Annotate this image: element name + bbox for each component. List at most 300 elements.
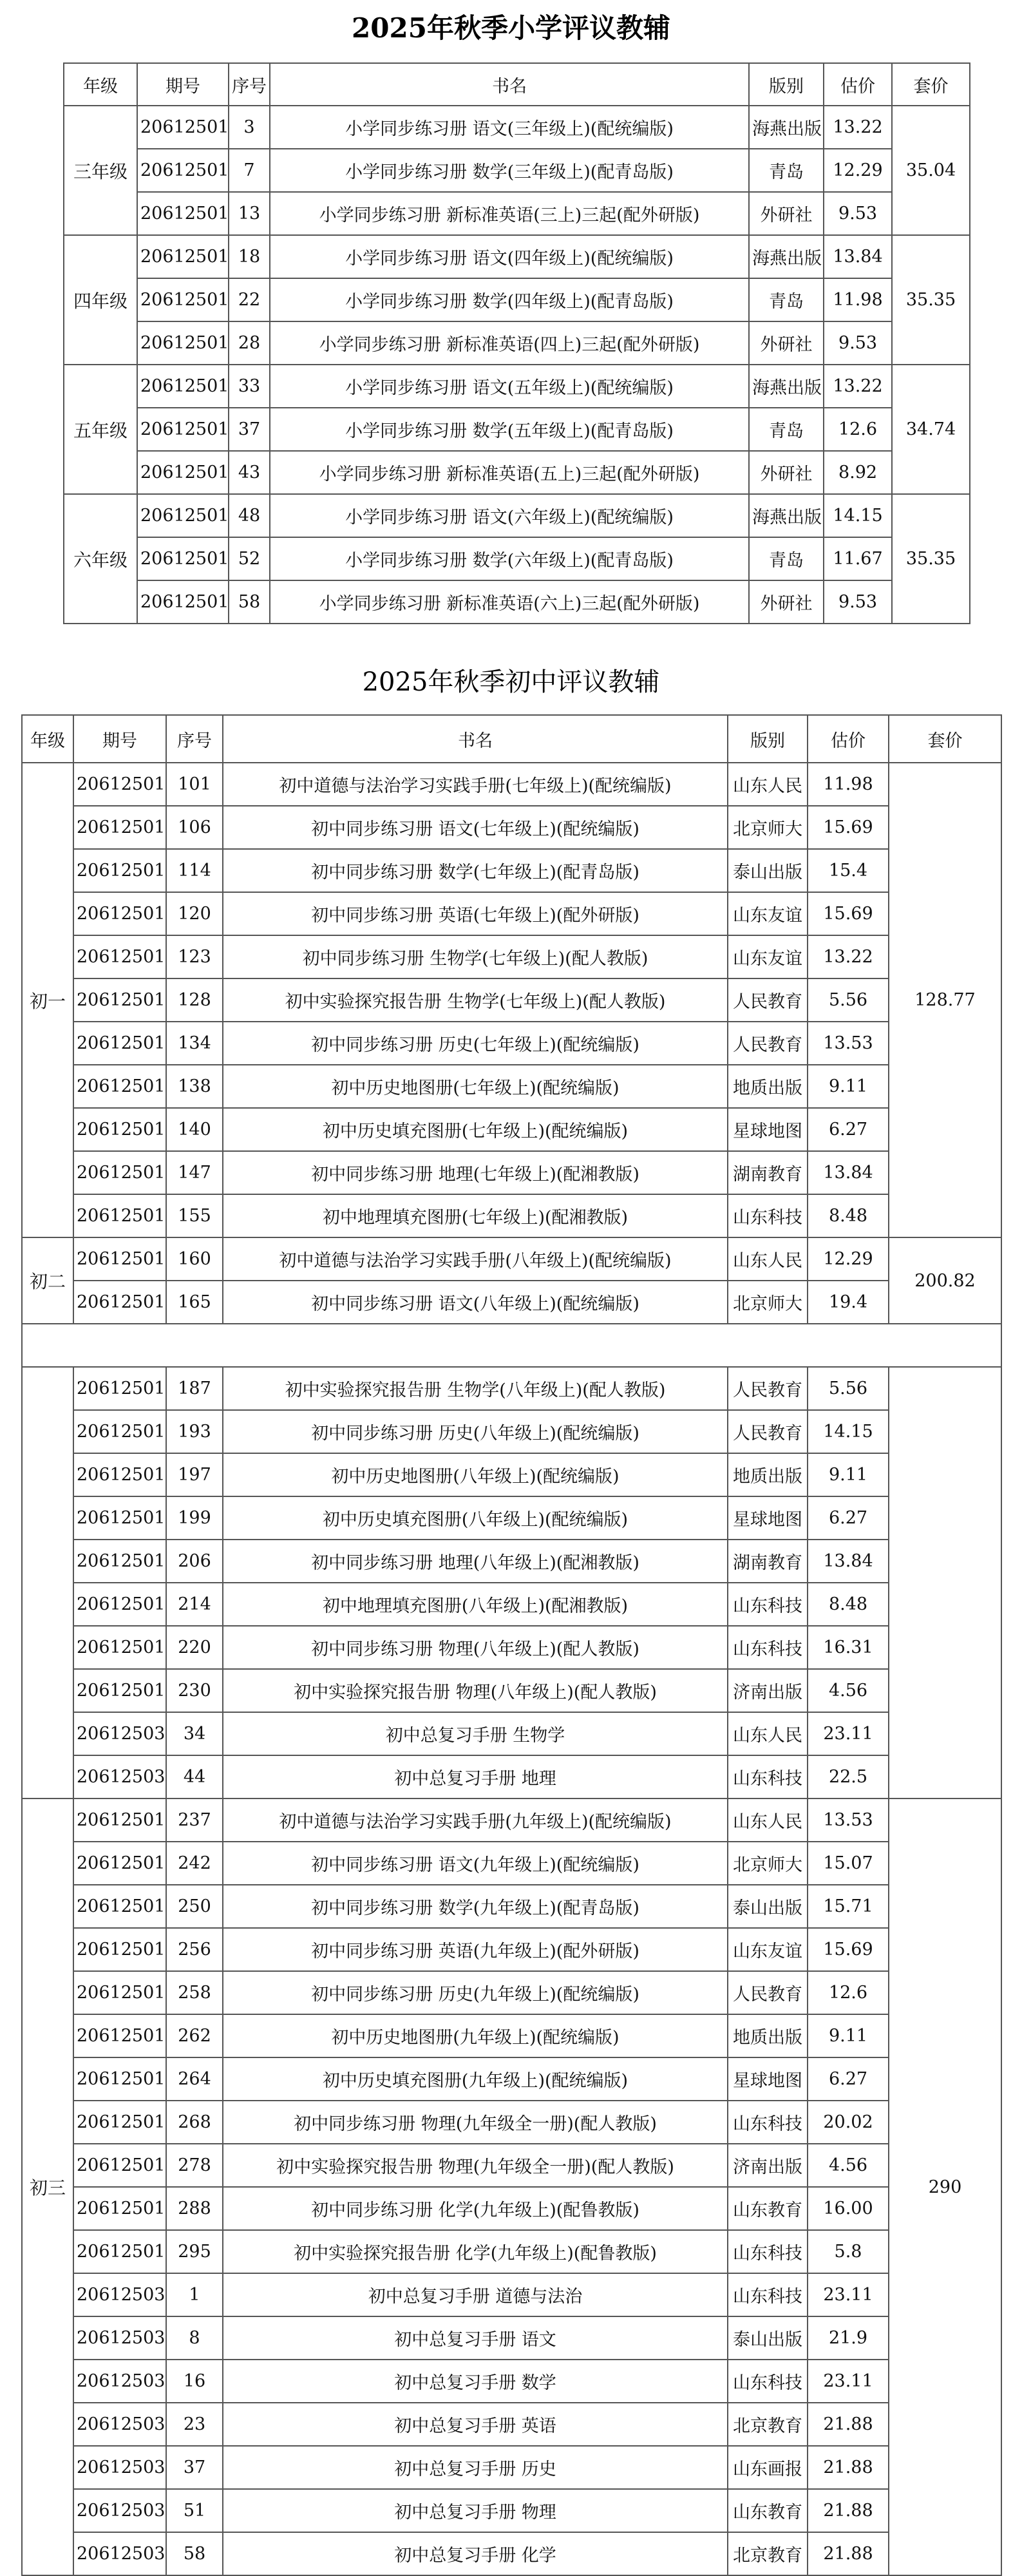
publisher-cell: 北京教育 (728, 2532, 808, 2575)
price-cell: 21.88 (808, 2489, 889, 2532)
book-title-cell: 初中总复习手册 道德与法治 (223, 2273, 728, 2316)
issue-number-cell: 20612501 (73, 1065, 166, 1108)
column-header: 版别 (728, 715, 808, 763)
book-title-cell: 初中实验探究报告册 物理(九年级全一册)(配人教版) (223, 2144, 728, 2187)
issue-number-cell: 20612503 (73, 2532, 166, 2575)
book-title-cell: 初中同步练习册 化学(九年级上)(配鲁教版) (223, 2187, 728, 2230)
book-title-cell: 初中同步练习册 物理(八年级上)(配人教版) (223, 1626, 728, 1669)
price-cell: 12.29 (824, 149, 892, 192)
price-cell: 13.84 (808, 1540, 889, 1583)
issue-number-cell: 20612501 (73, 978, 166, 1022)
book-title-cell: 小学同步练习册 数学(五年级上)(配青岛版) (270, 408, 749, 451)
book-title-cell: 初中道德与法治学习实践手册(七年级上)(配统编版) (223, 763, 728, 806)
issue-number-cell: 20612501 (73, 1237, 166, 1281)
set-price-cell: 34.74 (892, 365, 970, 494)
price-cell: 11.67 (824, 537, 892, 580)
price-cell: 15.69 (808, 806, 889, 849)
book-title-cell: 初中总复习手册 语文 (223, 2316, 728, 2360)
issue-number-cell: 20612503 (73, 2316, 166, 2360)
table-row (64, 106, 970, 149)
book-title-cell: 初中总复习手册 物理 (223, 2489, 728, 2532)
publisher-cell: 济南出版 (728, 2144, 808, 2187)
serial-number-cell: 237 (166, 1798, 223, 1842)
serial-number-cell: 230 (166, 1669, 223, 1712)
serial-number-cell: 58 (166, 2532, 223, 2575)
price-cell: 12.6 (824, 408, 892, 451)
price-cell: 8.48 (808, 1583, 889, 1626)
serial-number-cell: 165 (166, 1281, 223, 1324)
table-row (22, 2273, 1001, 2316)
table-row (22, 1971, 1001, 2014)
issue-number-cell: 20612501 (73, 806, 166, 849)
table-row (22, 1237, 1001, 1281)
issue-number-cell: 20612501 (73, 1410, 166, 1453)
table-row (22, 978, 1001, 1022)
table-row (22, 1885, 1001, 1928)
serial-number-cell: 258 (166, 1971, 223, 2014)
table-gap-row (22, 1324, 1001, 1367)
table-row (22, 1281, 1001, 1324)
book-title-cell: 小学同步练习册 新标准英语(五上)三起(配外研版) (270, 451, 749, 494)
book-title-cell: 初中同步练习册 生物学(七年级上)(配人教版) (223, 935, 728, 978)
price-cell: 9.53 (824, 192, 892, 235)
book-title-cell: 初中实验探究报告册 物理(八年级上)(配人教版) (223, 1669, 728, 1712)
issue-number-cell: 20612501 (73, 1367, 166, 1410)
price-cell: 23.11 (808, 2360, 889, 2403)
set-price-cell: 35.04 (892, 106, 970, 235)
publisher-cell: 山东科技 (728, 2101, 808, 2144)
serial-number-cell: 101 (166, 763, 223, 806)
serial-number-cell: 138 (166, 1065, 223, 1108)
price-cell: 9.11 (808, 1453, 889, 1496)
serial-number-cell: 206 (166, 1540, 223, 1583)
table-row (64, 149, 970, 192)
price-cell: 13.22 (824, 106, 892, 149)
serial-number-cell: 13 (229, 192, 270, 235)
publisher-cell: 青岛 (749, 537, 824, 580)
book-title-cell: 初中总复习手册 英语 (223, 2403, 728, 2446)
price-cell: 21.88 (808, 2403, 889, 2446)
price-cell: 5.56 (808, 1367, 889, 1410)
table-row (22, 2101, 1001, 2144)
column-header: 估价 (808, 715, 889, 763)
issue-number-cell: 20612501 (73, 1022, 166, 1065)
issue-number-cell: 20612501 (73, 1194, 166, 1237)
publisher-cell: 海燕出版 (749, 365, 824, 408)
publisher-cell: 人民教育 (728, 1971, 808, 2014)
serial-number-cell: 193 (166, 1410, 223, 1453)
publisher-cell: 山东人民 (728, 1237, 808, 1281)
grade-cell: 四年级 (64, 235, 137, 365)
publisher-cell: 山东友谊 (728, 935, 808, 978)
grade-cell: 六年级 (64, 494, 137, 624)
table-row (64, 408, 970, 451)
table-row (22, 1367, 1001, 1410)
table-row (22, 2014, 1001, 2057)
issue-number-cell: 20612501 (73, 849, 166, 892)
table-row (22, 2489, 1001, 2532)
issue-number-cell: 20612503 (73, 1712, 166, 1755)
price-cell: 14.15 (824, 494, 892, 537)
issue-number-cell: 20612501 (73, 2101, 166, 2144)
table-row (22, 2316, 1001, 2360)
book-title-cell: 小学同步练习册 数学(六年级上)(配青岛版) (270, 537, 749, 580)
table-row (22, 2230, 1001, 2273)
table-row (64, 321, 970, 365)
table-row (22, 1540, 1001, 1583)
table-row (22, 2057, 1001, 2101)
serial-number-cell: 288 (166, 2187, 223, 2230)
price-cell: 12.29 (808, 1237, 889, 1281)
price-cell: 8.92 (824, 451, 892, 494)
serial-number-cell: 197 (166, 1453, 223, 1496)
book-title-cell: 小学同步练习册 语文(五年级上)(配统编版) (270, 365, 749, 408)
price-cell: 20.02 (808, 2101, 889, 2144)
serial-number-cell: 128 (166, 978, 223, 1022)
price-cell: 13.22 (808, 935, 889, 978)
price-cell: 5.56 (808, 978, 889, 1022)
publisher-cell: 海燕出版 (749, 106, 824, 149)
book-title-cell: 初中总复习手册 化学 (223, 2532, 728, 2575)
table-row (22, 1151, 1001, 1194)
table-row (64, 580, 970, 624)
issue-number-cell: 20612501 (73, 2014, 166, 2057)
table-row (64, 494, 970, 537)
issue-number-cell: 20612501 (137, 365, 229, 408)
issue-number-cell: 20612503 (73, 2489, 166, 2532)
book-title-cell: 初中同步练习册 历史(九年级上)(配统编版) (223, 1971, 728, 2014)
serial-number-cell: 34 (166, 1712, 223, 1755)
issue-number-cell: 20612501 (73, 1928, 166, 1971)
set-price-cell: 35.35 (892, 494, 970, 624)
issue-number-cell: 20612501 (73, 763, 166, 806)
book-title-cell: 初中实验探究报告册 生物学(七年级上)(配人教版) (223, 978, 728, 1022)
book-title-cell: 初中总复习手册 数学 (223, 2360, 728, 2403)
issue-number-cell: 20612501 (73, 1540, 166, 1583)
price-cell: 11.98 (824, 278, 892, 321)
book-title-cell: 初中历史填充图册(九年级上)(配统编版) (223, 2057, 728, 2101)
price-cell: 22.5 (808, 1755, 889, 1798)
publisher-cell: 山东教育 (728, 2489, 808, 2532)
publisher-cell: 山东科技 (728, 1626, 808, 1669)
price-cell: 15.69 (808, 892, 889, 935)
publisher-cell: 泰山出版 (728, 849, 808, 892)
serial-number-cell: 187 (166, 1367, 223, 1410)
serial-number-cell: 43 (229, 451, 270, 494)
publisher-cell: 山东画报 (728, 2446, 808, 2489)
issue-number-cell: 20612501 (137, 235, 229, 278)
issue-number-cell: 20612501 (73, 935, 166, 978)
publisher-cell: 山东人民 (728, 763, 808, 806)
table-row (22, 1626, 1001, 1669)
book-title-cell: 小学同步练习册 数学(四年级上)(配青岛版) (270, 278, 749, 321)
issue-number-cell: 20612501 (137, 451, 229, 494)
serial-number-cell: 147 (166, 1151, 223, 1194)
publisher-cell: 山东科技 (728, 1194, 808, 1237)
publisher-cell: 北京教育 (728, 2403, 808, 2446)
grade-cell: 初三 (22, 1798, 73, 2575)
issue-number-cell: 20612501 (73, 1798, 166, 1842)
table-row (22, 1583, 1001, 1626)
column-header: 套价 (889, 715, 1001, 763)
price-cell: 13.53 (808, 1022, 889, 1065)
table-row (22, 1669, 1001, 1712)
book-title-cell: 小学同步练习册 语文(四年级上)(配统编版) (270, 235, 749, 278)
price-cell: 15.07 (808, 1842, 889, 1885)
book-title-cell: 初中实验探究报告册 化学(九年级上)(配鲁教版) (223, 2230, 728, 2273)
issue-number-cell: 20612501 (73, 2187, 166, 2230)
set-price-cell: 35.35 (892, 235, 970, 365)
publisher-cell: 人民教育 (728, 1022, 808, 1065)
book-title-cell: 初中同步练习册 数学(九年级上)(配青岛版) (223, 1885, 728, 1928)
book-title-cell: 初中同步练习册 历史(八年级上)(配统编版) (223, 1410, 728, 1453)
column-header: 估价 (824, 63, 892, 106)
table-row (22, 2532, 1001, 2575)
serial-number-cell: 262 (166, 2014, 223, 2057)
column-header: 年级 (64, 63, 137, 106)
table-row (22, 2360, 1001, 2403)
publisher-cell: 山东科技 (728, 1583, 808, 1626)
serial-number-cell: 264 (166, 2057, 223, 2101)
book-title-cell: 初中历史填充图册(七年级上)(配统编版) (223, 1108, 728, 1151)
header-row (64, 63, 970, 106)
book-title-cell: 初中同步练习册 数学(七年级上)(配青岛版) (223, 849, 728, 892)
table-row (22, 935, 1001, 978)
issue-number-cell: 20612501 (73, 1971, 166, 2014)
price-cell: 12.6 (808, 1971, 889, 2014)
set-price-cell: 200.82 (889, 1237, 1001, 1324)
publisher-cell: 山东人民 (728, 1712, 808, 1755)
price-cell: 21.88 (808, 2532, 889, 2575)
issue-number-cell: 20612501 (73, 1626, 166, 1669)
serial-number-cell: 1 (166, 2273, 223, 2316)
issue-number-cell: 20612501 (73, 2230, 166, 2273)
table-row (22, 1022, 1001, 1065)
price-cell: 13.84 (824, 235, 892, 278)
table-row (64, 365, 970, 408)
price-cell: 6.27 (808, 1496, 889, 1540)
publisher-cell: 湖南教育 (728, 1540, 808, 1583)
issue-number-cell: 20612501 (73, 1885, 166, 1928)
grade-cell: 初二 (22, 1237, 73, 1324)
book-title-cell: 初中历史地图册(八年级上)(配统编版) (223, 1453, 728, 1496)
grade-cell: 初一 (22, 763, 73, 1237)
serial-number-cell: 295 (166, 2230, 223, 2273)
table-row (22, 1755, 1001, 1798)
primary-table (63, 62, 970, 624)
serial-number-cell: 220 (166, 1626, 223, 1669)
serial-number-cell: 28 (229, 321, 270, 365)
publisher-cell: 星球地图 (728, 1496, 808, 1540)
publisher-cell: 山东友谊 (728, 892, 808, 935)
column-header: 套价 (892, 63, 970, 106)
issue-number-cell: 20612501 (137, 321, 229, 365)
price-cell: 9.53 (824, 321, 892, 365)
price-cell: 19.4 (808, 1281, 889, 1324)
publisher-cell: 青岛 (749, 278, 824, 321)
book-title-cell: 初中同步练习册 语文(八年级上)(配统编版) (223, 1281, 728, 1324)
publisher-cell: 星球地图 (728, 2057, 808, 2101)
set-price-cell (889, 1367, 1001, 1798)
book-title-cell: 小学同步练习册 语文(三年级上)(配统编版) (270, 106, 749, 149)
serial-number-cell: 58 (229, 580, 270, 624)
publisher-cell: 山东科技 (728, 2360, 808, 2403)
publisher-cell: 青岛 (749, 408, 824, 451)
table-row (22, 806, 1001, 849)
set-price-cell: 128.77 (889, 763, 1001, 1237)
price-cell: 14.15 (808, 1410, 889, 1453)
table-row (22, 1453, 1001, 1496)
price-cell: 11.98 (808, 763, 889, 806)
table-row (22, 849, 1001, 892)
publisher-cell: 泰山出版 (728, 1885, 808, 1928)
publisher-cell: 山东人民 (728, 1798, 808, 1842)
serial-number-cell: 16 (166, 2360, 223, 2403)
column-header: 序号 (229, 63, 270, 106)
serial-number-cell: 268 (166, 2101, 223, 2144)
serial-number-cell: 114 (166, 849, 223, 892)
price-cell: 23.11 (808, 2273, 889, 2316)
issue-number-cell: 20612501 (73, 1496, 166, 1540)
serial-number-cell: 214 (166, 1583, 223, 1626)
price-cell: 9.53 (824, 580, 892, 624)
book-title-cell: 小学同步练习册 新标准英语(四上)三起(配外研版) (270, 321, 749, 365)
issue-number-cell: 20612501 (73, 2057, 166, 2101)
serial-number-cell: 106 (166, 806, 223, 849)
serial-number-cell: 18 (229, 235, 270, 278)
book-title-cell: 初中同步练习册 英语(七年级上)(配外研版) (223, 892, 728, 935)
serial-number-cell: 140 (166, 1108, 223, 1151)
book-title-cell: 初中地理填充图册(七年级上)(配湘教版) (223, 1194, 728, 1237)
issue-number-cell: 20612501 (73, 1108, 166, 1151)
serial-number-cell: 199 (166, 1496, 223, 1540)
publisher-cell: 湖南教育 (728, 1151, 808, 1194)
serial-number-cell: 23 (166, 2403, 223, 2446)
junior-table-title: 2025年秋季初中评议教辅 (362, 667, 660, 697)
issue-number-cell: 20612501 (73, 1583, 166, 1626)
book-title-cell: 初中总复习手册 生物学 (223, 1712, 728, 1755)
book-title-cell: 初中道德与法治学习实践手册(八年级上)(配统编版) (223, 1237, 728, 1281)
book-title-cell: 初中同步练习册 地理(八年级上)(配湘教版) (223, 1540, 728, 1583)
issue-number-cell: 20612501 (137, 537, 229, 580)
table-row (22, 2446, 1001, 2489)
publisher-cell: 泰山出版 (728, 2316, 808, 2360)
publisher-cell: 济南出版 (728, 1669, 808, 1712)
issue-number-cell: 20612503 (73, 2360, 166, 2403)
book-title-cell: 小学同步练习册 数学(三年级上)(配青岛版) (270, 149, 749, 192)
price-cell: 6.27 (808, 2057, 889, 2101)
issue-number-cell: 20612501 (73, 2144, 166, 2187)
publisher-cell: 北京师大 (728, 1281, 808, 1324)
serial-number-cell: 51 (166, 2489, 223, 2532)
grade-cell: 五年级 (64, 365, 137, 494)
serial-number-cell: 120 (166, 892, 223, 935)
table-row (22, 1798, 1001, 1842)
publisher-cell: 北京师大 (728, 806, 808, 849)
serial-number-cell: 155 (166, 1194, 223, 1237)
book-title-cell: 初中总复习手册 历史 (223, 2446, 728, 2489)
column-header: 书名 (223, 715, 728, 763)
table-row (22, 2187, 1001, 2230)
publisher-cell: 山东教育 (728, 2187, 808, 2230)
publisher-cell: 山东科技 (728, 2273, 808, 2316)
serial-number-cell: 250 (166, 1885, 223, 1928)
table-row (64, 451, 970, 494)
publisher-cell: 地质出版 (728, 2014, 808, 2057)
table-row (22, 2144, 1001, 2187)
table-row (22, 1928, 1001, 1971)
issue-number-cell: 20612503 (73, 2273, 166, 2316)
publisher-cell: 外研社 (749, 451, 824, 494)
book-title-cell: 初中历史地图册(九年级上)(配统编版) (223, 2014, 728, 2057)
publisher-cell: 星球地图 (728, 1108, 808, 1151)
price-cell: 21.9 (808, 2316, 889, 2360)
issue-number-cell: 20612501 (73, 892, 166, 935)
table-row (22, 763, 1001, 806)
book-title-cell: 小学同步练习册 新标准英语(三上)三起(配外研版) (270, 192, 749, 235)
serial-number-cell: 242 (166, 1842, 223, 1885)
issue-number-cell: 20612501 (137, 106, 229, 149)
book-title-cell: 初中历史填充图册(八年级上)(配统编版) (223, 1496, 728, 1540)
table-row (64, 278, 970, 321)
serial-number-cell: 278 (166, 2144, 223, 2187)
book-title-cell: 初中地理填充图册(八年级上)(配湘教版) (223, 1583, 728, 1626)
serial-number-cell: 33 (229, 365, 270, 408)
price-cell: 21.88 (808, 2446, 889, 2489)
publisher-cell: 青岛 (749, 149, 824, 192)
book-title-cell: 初中同步练习册 语文(九年级上)(配统编版) (223, 1842, 728, 1885)
serial-number-cell: 160 (166, 1237, 223, 1281)
table-row (22, 1712, 1001, 1755)
price-cell: 15.71 (808, 1885, 889, 1928)
issue-number-cell: 20612501 (73, 1842, 166, 1885)
issue-number-cell: 20612501 (73, 1669, 166, 1712)
table-row (22, 2403, 1001, 2446)
column-header: 期号 (137, 63, 229, 106)
price-cell: 13.84 (808, 1151, 889, 1194)
publisher-cell: 地质出版 (728, 1065, 808, 1108)
table-row (22, 1496, 1001, 1540)
price-cell: 4.56 (808, 1669, 889, 1712)
publisher-cell: 山东友谊 (728, 1928, 808, 1971)
grade-cell (22, 1367, 73, 1798)
book-title-cell: 初中同步练习册 地理(七年级上)(配湘教版) (223, 1151, 728, 1194)
book-title-cell: 初中道德与法治学习实践手册(九年级上)(配统编版) (223, 1798, 728, 1842)
table-row (22, 1108, 1001, 1151)
price-cell: 9.11 (808, 1065, 889, 1108)
publisher-cell: 人民教育 (728, 1410, 808, 1453)
publisher-cell: 人民教育 (728, 1367, 808, 1410)
table-gap (22, 1324, 1001, 1367)
column-header: 版别 (749, 63, 824, 106)
book-title-cell: 初中同步练习册 历史(七年级上)(配统编版) (223, 1022, 728, 1065)
grade-cell: 三年级 (64, 106, 137, 235)
table-row (22, 1842, 1001, 1885)
price-cell: 15.4 (808, 849, 889, 892)
book-title-cell: 初中历史地图册(七年级上)(配统编版) (223, 1065, 728, 1108)
table-row (22, 1410, 1001, 1453)
set-price-cell: 290 (889, 1798, 1001, 2575)
serial-number-cell: 48 (229, 494, 270, 537)
price-cell: 5.8 (808, 2230, 889, 2273)
serial-number-cell: 8 (166, 2316, 223, 2360)
serial-number-cell: 256 (166, 1928, 223, 1971)
issue-number-cell: 20612501 (73, 1151, 166, 1194)
publisher-cell: 外研社 (749, 192, 824, 235)
serial-number-cell: 37 (229, 408, 270, 451)
price-cell: 16.00 (808, 2187, 889, 2230)
price-cell: 23.11 (808, 1712, 889, 1755)
